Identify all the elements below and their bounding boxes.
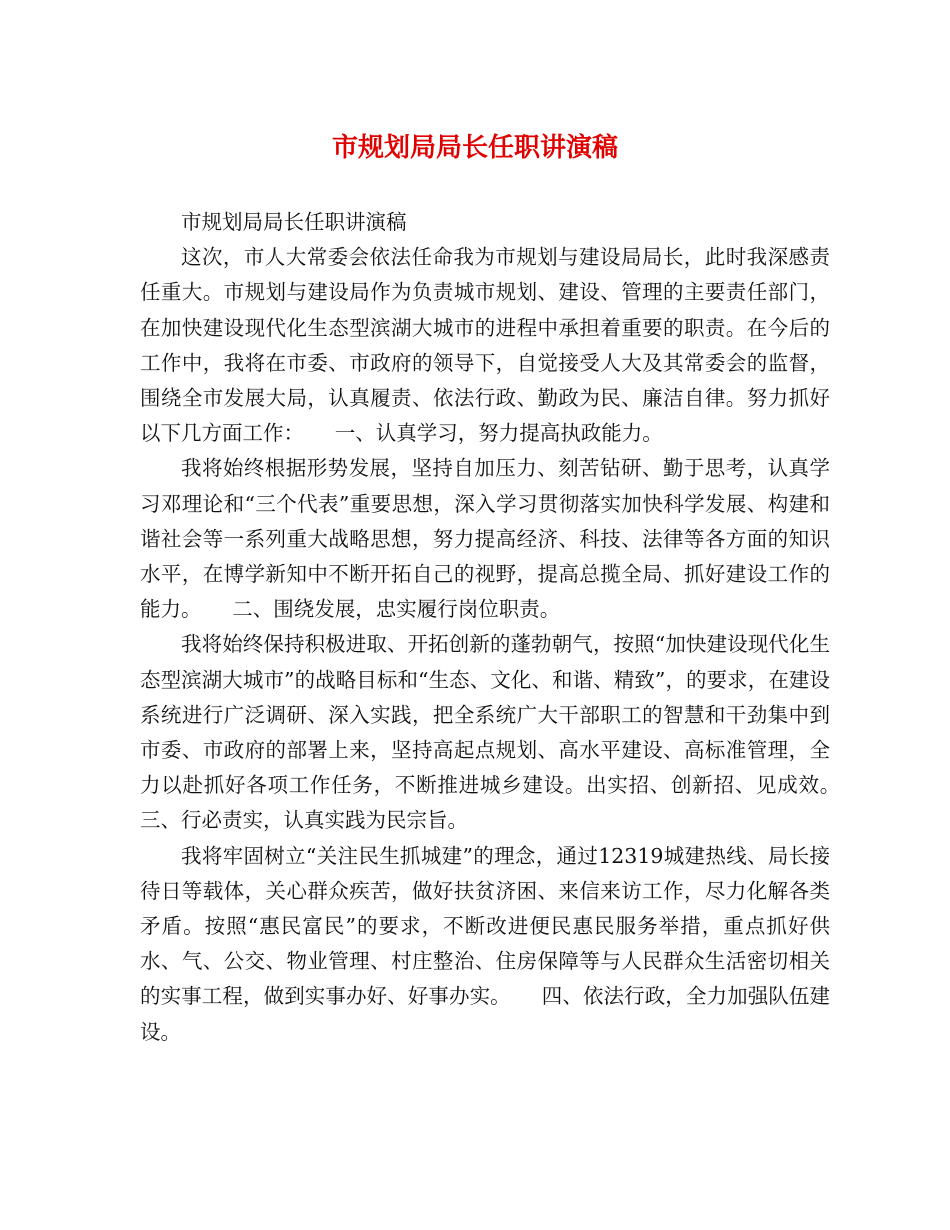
paragraph-intro: 这次，市人大常委会依法任命我为市规划与建设局局长，此时我深感责任重大。市规划与建设局作为负责城市规划、建设、管理的主要责任部门，在加快建设现代化生态型滨湖大城市的进程中承担着重要的职责。在今后的工作中，我将在市委、市政府的领导下，自觉接受人大及其常委会的监督，围绕全市发展大局，认真履责、依法行政、勤政为民、廉洁自律。努力抓好以下几方面工作： 一、认真学习，努力提高执政能力。 <box>140 245 830 446</box>
document-body <box>140 205 871 1050</box>
paragraph-study: 我将始终根据形势发展，坚持自加压力、刻苦钻研、勤于思考，认真学习邓理论和“三个代表”重要思想，深入学习贯彻落实加快科学发展、构建和谐社会等一系列重大战略思想，努力提高经济、科技、法律等各方面的知识水平，在博学新知中不断开拓自己的视野，提高总揽全局、抓好建设工作的能力。 二、围绕发展，忠实履行岗位职责。 <box>140 456 830 622</box>
paragraph-subtitle: 市规划局局长任职讲演稿 <box>181 210 407 234</box>
paragraph-livelihood: 我将牢固树立“关注民生抓城建”的理念，通过12319城建热线、局长接待日等载体，关心群众疾苦，做好扶贫济困、来信来访工作，尽力化解各类矛盾。按照“惠民富民”的要求，不断改进便民惠民服务举措，重点抓好供水、气、公交、物业管理、村庄整治、住房保障等与人民群众生活密切相关的实事工程，做到实事办好、好事办实。 四、依法行政，全力加强队伍建设。 <box>140 843 830 1044</box>
paragraph-development: 我将始终保持积极进取、开拓创新的蓬勃朝气，按照“加快建设现代化生态型滨湖大城市”的战略目标和“生态、文化、和谐、精致”，的要求，在建设系统进行广泛调研、深入实践，把全系统广大干部职工的智慧和干劲集中到市委、市政府的部署上来，坚持高起点规划、高水平建设、高标准管理，全力以赴抓好各项工作任务，不断推进城乡建设。出实招、创新招、见成效。 三、行必责实，认真实践为民宗旨。 <box>140 632 871 833</box>
document-title: 市规划局局长任职讲演稿 <box>331 133 618 163</box>
